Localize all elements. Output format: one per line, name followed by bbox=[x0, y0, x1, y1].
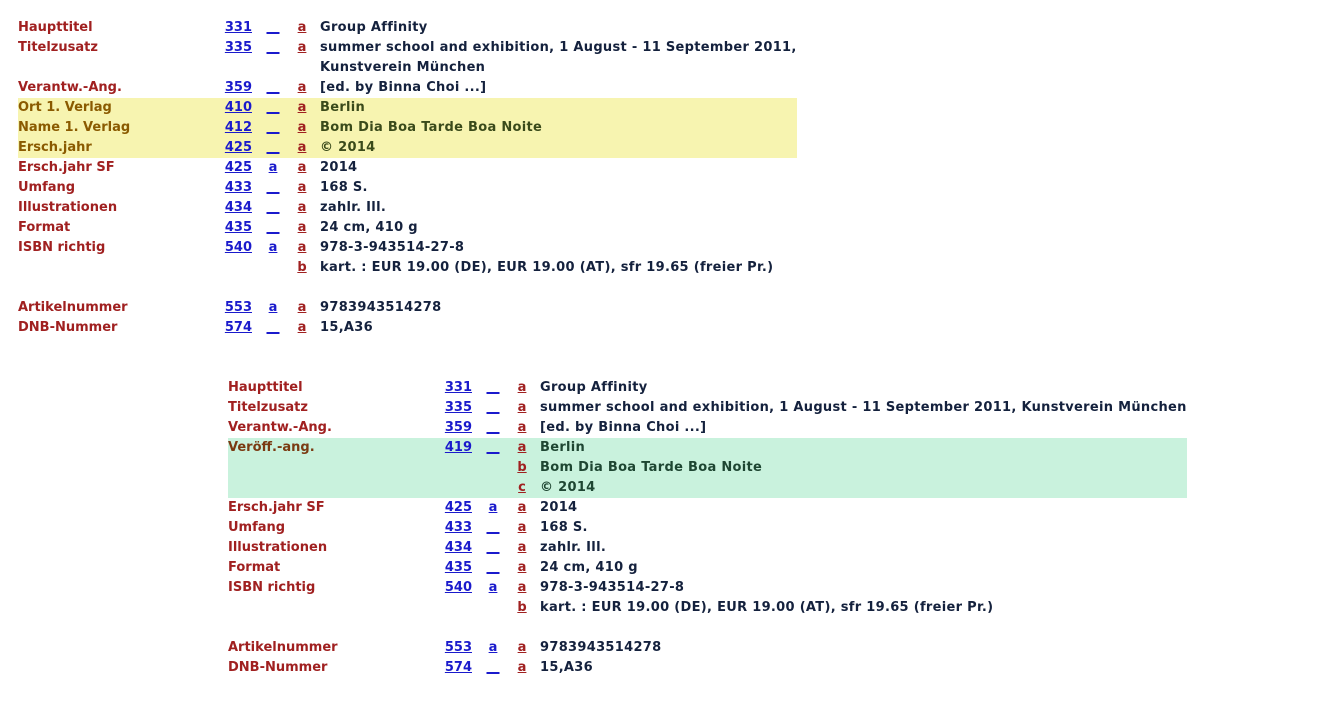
field-label: Umfang bbox=[18, 180, 76, 195]
field-value[interactable]: 15,A36 bbox=[320, 320, 373, 335]
subfield-code[interactable]: a bbox=[297, 20, 307, 35]
field-tag[interactable]: 425 bbox=[444, 500, 472, 515]
marc-field-row bbox=[228, 538, 1187, 558]
marc-field-row bbox=[18, 198, 797, 218]
field-indicator[interactable]: __ bbox=[262, 118, 294, 138]
field-indicator[interactable]: a bbox=[488, 580, 498, 595]
field-value[interactable]: kart. : EUR 19.00 (DE), EUR 19.00 (AT), sfr 19.65 (freier Pr.) bbox=[320, 260, 774, 275]
field-tag[interactable] bbox=[218, 258, 262, 278]
marc-field-row bbox=[18, 138, 797, 158]
field-indicator[interactable] bbox=[262, 58, 294, 78]
field-tag[interactable] bbox=[218, 58, 262, 78]
field-value[interactable]: Bom Dia Boa Tarde Boa Noite bbox=[320, 118, 797, 138]
marc-field-row bbox=[228, 478, 1187, 498]
field-value[interactable]: Group Affinity bbox=[540, 380, 648, 395]
field-value[interactable]: summer school and exhibition, 1 August - 11 September 2011, Kunstverein München bbox=[540, 400, 1187, 415]
subfield-code[interactable]: a bbox=[517, 420, 527, 435]
marc-field-row bbox=[18, 238, 797, 258]
field-value[interactable]: 168 S. bbox=[540, 520, 588, 535]
field-value[interactable]: [ed. by Binna Choi ...] bbox=[320, 80, 487, 95]
marc-field-row bbox=[18, 258, 797, 278]
field-tag[interactable]: 410 bbox=[218, 98, 262, 118]
marc-field-row bbox=[18, 18, 797, 38]
subfield-code[interactable]: a bbox=[297, 320, 307, 335]
field-tag[interactable]: 540 bbox=[444, 580, 472, 595]
field-value[interactable]: zahlr. Ill. bbox=[540, 540, 607, 555]
field-label: Ort 1. Verlag bbox=[18, 98, 218, 118]
field-value[interactable]: Kunstverein München bbox=[320, 60, 486, 75]
subfield-code[interactable]: a bbox=[297, 40, 307, 55]
marc-field-row bbox=[228, 578, 1187, 598]
field-label: Titelzusatz bbox=[228, 400, 308, 415]
field-value[interactable]: kart. : EUR 19.00 (DE), EUR 19.00 (AT), sfr 19.65 (freier Pr.) bbox=[540, 600, 994, 615]
subfield-code[interactable]: a bbox=[297, 220, 307, 235]
field-tag[interactable]: 434 bbox=[444, 540, 472, 555]
field-tag[interactable]: 435 bbox=[444, 560, 472, 575]
field-indicator[interactable]: __ bbox=[486, 400, 500, 415]
field-label: Ersch.jahr SF bbox=[228, 500, 325, 515]
subfield-code[interactable] bbox=[294, 58, 320, 78]
subfield-code[interactable]: a bbox=[517, 640, 527, 655]
row-spacer bbox=[228, 618, 1187, 638]
field-value[interactable]: Bom Dia Boa Tarde Boa Noite bbox=[540, 458, 1187, 478]
field-label: Verantw.-Ang. bbox=[228, 420, 332, 435]
marc-field-row bbox=[18, 98, 797, 118]
field-indicator[interactable]: __ bbox=[266, 200, 280, 215]
spacer-cell bbox=[18, 278, 797, 298]
field-label: ISBN richtig bbox=[18, 240, 106, 255]
marc-field-row bbox=[18, 118, 797, 138]
field-value[interactable]: 2014 bbox=[320, 160, 358, 175]
field-indicator[interactable]: __ bbox=[266, 180, 280, 195]
subfield-code[interactable]: a bbox=[514, 438, 540, 458]
field-tag[interactable]: 433 bbox=[224, 180, 252, 195]
field-value[interactable]: summer school and exhibition, 1 August - 11 September 2011, bbox=[320, 40, 797, 55]
field-label: Illustrationen bbox=[18, 200, 118, 215]
field-tag[interactable]: 553 bbox=[444, 640, 472, 655]
field-tag[interactable]: 335 bbox=[224, 40, 252, 55]
subfield-code[interactable]: a bbox=[517, 500, 527, 515]
subfield-code[interactable]: a bbox=[297, 180, 307, 195]
field-tag[interactable]: 331 bbox=[224, 20, 252, 35]
marc-field-row bbox=[228, 598, 1187, 618]
field-tag[interactable]: 419 bbox=[438, 438, 482, 458]
marc-field-row bbox=[18, 38, 797, 58]
field-label: Ersch.jahr bbox=[18, 138, 218, 158]
field-value[interactable]: 15,A36 bbox=[540, 660, 593, 675]
field-indicator[interactable]: __ bbox=[266, 80, 280, 95]
marc-field-row bbox=[18, 218, 797, 238]
field-label bbox=[18, 258, 218, 278]
subfield-code[interactable]: a bbox=[294, 98, 320, 118]
subfield-code[interactable]: a bbox=[517, 400, 527, 415]
marc-field-row bbox=[228, 658, 1187, 678]
field-tag[interactable] bbox=[438, 458, 482, 478]
field-tag[interactable]: 335 bbox=[444, 400, 472, 415]
subfield-code[interactable]: c bbox=[514, 478, 540, 498]
marc-field-row bbox=[228, 378, 1187, 398]
field-value[interactable]: [ed. by Binna Choi ...] bbox=[540, 420, 707, 435]
field-value[interactable]: zahlr. Ill. bbox=[320, 200, 387, 215]
field-tag[interactable] bbox=[438, 598, 482, 618]
field-value[interactable]: © 2014 bbox=[320, 138, 797, 158]
field-value[interactable]: 9783943514278 bbox=[320, 300, 442, 315]
marc-field-row bbox=[228, 558, 1187, 578]
field-indicator[interactable] bbox=[482, 598, 514, 618]
field-label: Artikelnummer bbox=[228, 640, 338, 655]
row-spacer bbox=[18, 278, 797, 298]
field-indicator[interactable]: __ bbox=[486, 380, 500, 395]
field-indicator[interactable]: __ bbox=[266, 220, 280, 235]
subfield-code[interactable]: a bbox=[517, 380, 527, 395]
field-tag[interactable] bbox=[438, 478, 482, 498]
field-indicator[interactable]: __ bbox=[486, 660, 500, 675]
field-indicator[interactable] bbox=[482, 458, 514, 478]
field-value[interactable]: 978-3-943514-27-8 bbox=[540, 580, 685, 595]
marc-rows bbox=[228, 378, 1187, 678]
field-indicator[interactable] bbox=[262, 258, 294, 278]
field-indicator[interactable]: __ bbox=[266, 40, 280, 55]
subfield-code[interactable]: a bbox=[517, 520, 527, 535]
marc-field-row bbox=[228, 438, 1187, 458]
field-label: Haupttitel bbox=[18, 20, 93, 35]
field-indicator[interactable]: __ bbox=[482, 438, 514, 458]
marc-field-row bbox=[228, 418, 1187, 438]
field-label bbox=[228, 478, 438, 498]
field-indicator[interactable]: __ bbox=[486, 540, 500, 555]
field-value[interactable]: 24 cm, 410 g bbox=[540, 560, 638, 575]
field-label: DNB-Nummer bbox=[18, 320, 118, 335]
field-value[interactable]: Group Affinity bbox=[320, 20, 428, 35]
subfield-code[interactable]: a bbox=[297, 300, 307, 315]
field-tag[interactable]: 540 bbox=[224, 240, 252, 255]
subfield-code[interactable]: a bbox=[517, 580, 527, 595]
field-label: Titelzusatz bbox=[18, 40, 98, 55]
field-label bbox=[228, 458, 438, 478]
field-label bbox=[228, 598, 438, 618]
field-tag[interactable]: 553 bbox=[224, 300, 252, 315]
field-label: Verantw.-Ang. bbox=[18, 80, 122, 95]
marc-field-row bbox=[228, 398, 1187, 418]
field-tag[interactable]: 433 bbox=[444, 520, 472, 535]
field-value[interactable]: 9783943514278 bbox=[540, 640, 662, 655]
subfield-code[interactable]: a bbox=[297, 80, 307, 95]
spacer-cell bbox=[228, 618, 1187, 638]
subfield-code[interactable]: b bbox=[297, 260, 307, 275]
field-label: Veröff.-ang. bbox=[228, 438, 438, 458]
field-indicator[interactable]: __ bbox=[486, 560, 500, 575]
field-indicator[interactable]: __ bbox=[486, 420, 500, 435]
field-tag[interactable]: 434 bbox=[224, 200, 252, 215]
subfield-code[interactable]: b bbox=[517, 600, 527, 615]
field-value[interactable]: 168 S. bbox=[320, 180, 368, 195]
field-label: Ersch.jahr SF bbox=[18, 160, 115, 175]
field-tag[interactable]: 574 bbox=[444, 660, 472, 675]
field-value[interactable]: 978-3-943514-27-8 bbox=[320, 240, 465, 255]
field-value[interactable]: Berlin bbox=[320, 98, 797, 118]
subfield-code[interactable]: a bbox=[517, 660, 527, 675]
subfield-code[interactable]: a bbox=[297, 240, 307, 255]
field-tag[interactable]: 435 bbox=[224, 220, 252, 235]
marc-field-row bbox=[228, 498, 1187, 518]
field-value[interactable]: 2014 bbox=[540, 500, 578, 515]
marc-field-table bbox=[18, 18, 797, 338]
field-label: ISBN richtig bbox=[228, 580, 316, 595]
field-indicator[interactable]: __ bbox=[266, 320, 280, 335]
marc-field-row bbox=[228, 458, 1187, 478]
field-indicator[interactable]: __ bbox=[262, 138, 294, 158]
marc-record-before bbox=[18, 18, 797, 338]
subfield-code[interactable]: a bbox=[294, 118, 320, 138]
field-value[interactable]: © 2014 bbox=[540, 478, 1187, 498]
field-label bbox=[18, 58, 218, 78]
field-tag[interactable]: 331 bbox=[444, 380, 472, 395]
field-tag[interactable]: 359 bbox=[444, 420, 472, 435]
field-label: Name 1. Verlag bbox=[18, 118, 218, 138]
field-tag[interactable]: 425 bbox=[218, 138, 262, 158]
subfield-code[interactable]: a bbox=[517, 540, 527, 555]
field-indicator[interactable] bbox=[482, 478, 514, 498]
field-label: Umfang bbox=[228, 520, 286, 535]
subfield-code[interactable]: b bbox=[514, 458, 540, 478]
marc-field-row bbox=[18, 298, 797, 318]
marc-field-row bbox=[18, 178, 797, 198]
field-indicator[interactable]: __ bbox=[262, 98, 294, 118]
field-indicator[interactable]: a bbox=[488, 500, 498, 515]
field-value[interactable]: 24 cm, 410 g bbox=[320, 220, 418, 235]
subfield-code[interactable]: a bbox=[297, 160, 307, 175]
marc-field-table bbox=[228, 378, 1187, 678]
field-tag[interactable]: 412 bbox=[218, 118, 262, 138]
field-value[interactable]: Berlin bbox=[540, 438, 1187, 458]
marc-rows bbox=[18, 18, 797, 338]
field-tag[interactable]: 359 bbox=[224, 80, 252, 95]
marc-field-row bbox=[18, 158, 797, 178]
field-tag[interactable]: 425 bbox=[224, 160, 252, 175]
field-indicator[interactable]: __ bbox=[486, 520, 500, 535]
field-label: DNB-Nummer bbox=[228, 660, 328, 675]
field-indicator[interactable]: a bbox=[268, 240, 278, 255]
marc-field-row bbox=[18, 318, 797, 338]
marc-record-after bbox=[228, 378, 1187, 678]
field-label: Haupttitel bbox=[228, 380, 303, 395]
subfield-code[interactable]: a bbox=[297, 200, 307, 215]
marc-field-row bbox=[18, 58, 797, 78]
field-label: Format bbox=[18, 220, 71, 235]
field-label: Illustrationen bbox=[228, 540, 328, 555]
field-label: Artikelnummer bbox=[18, 300, 128, 315]
field-label: Format bbox=[228, 560, 281, 575]
marc-field-row bbox=[228, 518, 1187, 538]
field-indicator[interactable]: a bbox=[268, 300, 278, 315]
field-tag[interactable]: 574 bbox=[224, 320, 252, 335]
marc-field-row bbox=[228, 638, 1187, 658]
subfield-code[interactable]: a bbox=[294, 138, 320, 158]
field-indicator[interactable]: __ bbox=[266, 20, 280, 35]
field-indicator[interactable]: a bbox=[488, 640, 498, 655]
marc-field-row bbox=[18, 78, 797, 98]
field-indicator[interactable]: a bbox=[268, 160, 278, 175]
subfield-code[interactable]: a bbox=[517, 560, 527, 575]
